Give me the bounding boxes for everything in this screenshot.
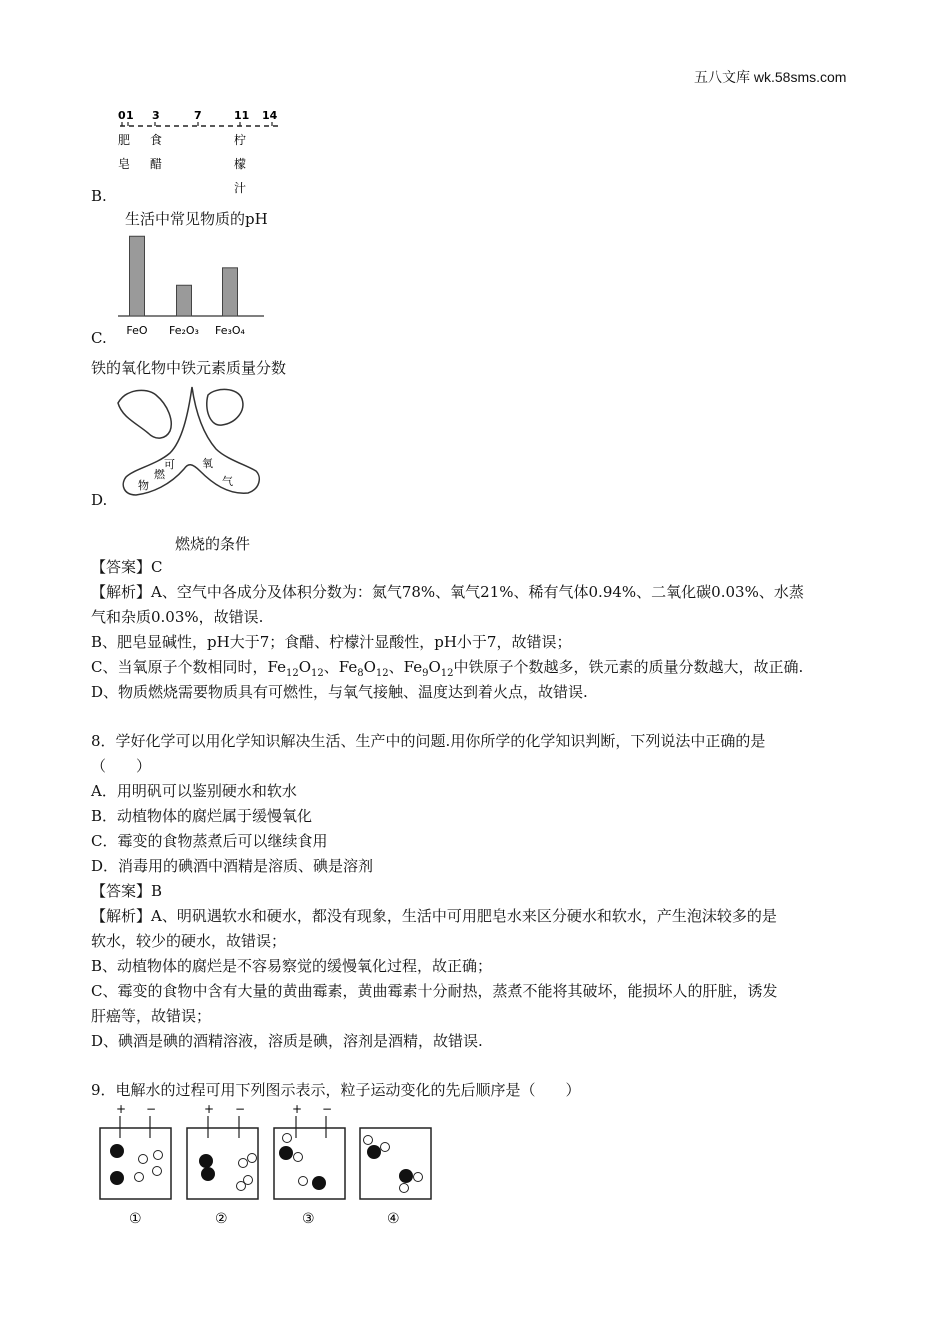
panel-2 [187,1102,258,1227]
substance-vinegar-char: 食 [150,133,163,147]
hydrogen-atom [381,1143,390,1152]
oxygen-atom [199,1154,213,1168]
tick-label: 11 [234,109,250,122]
q8-option-b: B．动植物体的腐烂属于缓慢氧化 [91,807,313,825]
minus-sign: − [235,1102,246,1116]
q8-analysis-line: 【解析】A、明矾遇软水和硬水，都没有现象，生活中可用肥皂水来区分硬水和软水，产生泡沫较多的是 [91,907,777,925]
panel-label: ① [129,1211,142,1227]
oxygen-atom [201,1167,215,1181]
hydrogen-atom [414,1173,423,1182]
fire-right-flame [207,389,243,425]
hydrogen-atom [299,1177,308,1186]
q7-analysis-line: 【解析】A、空气中各成分及体积分数为：氮气78%、氧气21%、稀有气体0.94%、二氧化碳0.03%、水蒸 [91,583,804,601]
oxygen-atom [312,1176,326,1190]
q8-analysis-line: 肝癌等，故错误； [91,1007,212,1025]
bar-category-label: FeO [126,324,148,337]
tick-label: 0 [118,109,126,122]
substance-lemon-char: 汁 [234,181,247,195]
substance-lemon-char: 檬 [234,157,247,171]
minus-sign: − [146,1102,157,1116]
bar-3 [223,268,238,316]
fire-left-flame [118,390,171,438]
substance-soap-char: 肥 [118,133,131,147]
label-char: 燃 [154,468,165,481]
tick-label: 7 [194,109,202,122]
bar-category-label: Fe₂O₃ [169,324,199,337]
panel-label: ② [215,1211,228,1227]
hydrogen-atom [154,1151,163,1160]
panel-3 [274,1102,345,1227]
tick-label: 3 [152,109,160,122]
ph-scale-figure [112,106,292,201]
q7-analysis-line: 气和杂质0.03%，故错误. [91,608,264,626]
oxygen-atom [279,1146,293,1160]
option-b-label: B. [91,187,107,205]
plus-sign: + [292,1102,303,1116]
substance-soap-char: 皂 [118,157,131,171]
q8-stem: 8．学好化学可以用化学知识解决生活、生产中的问题.用你所学的化学知识判断，下列说法中正确的是 [91,732,766,750]
hydrogen-atom [364,1136,373,1145]
hydrogen-atom [239,1159,248,1168]
label-char: 物 [138,479,149,492]
q8-analysis-line: 软水，较少的硬水，故错误； [91,932,287,950]
q7-analysis-line-c: C、当氧原子个数相同时，$Fe_{12}O_{12}$、$Fe_8O_{12}$、$Fe_9O_{12}$中铁原子个数越多，铁元素的质量分数越大，故正确. [91,658,804,679]
combustion-conditions-diagram [112,385,272,500]
hydrogen-atom [135,1173,144,1182]
option-c-caption: 铁的氧化物中铁元素质量分数 [91,359,287,377]
hydrogen-atom [294,1153,303,1162]
bar-1 [130,236,145,316]
hydrogen-atom [153,1167,162,1176]
panel-4 [360,1128,431,1227]
iron-oxide-bar-chart [112,230,272,342]
container [100,1128,171,1199]
label-char: 可 [164,458,175,471]
hydrogen-atom [244,1176,253,1185]
q7-analysis-line: D、物质燃烧需要物质具有可燃性，与氧气接触、温度达到着火点，故错误. [91,683,588,701]
bar-category-label: Fe₃O₄ [215,324,245,337]
hydrogen-atom [139,1155,148,1164]
hydrogen-atom [400,1184,409,1193]
oxygen-atom [110,1144,124,1158]
option-d-label: D. [91,491,108,509]
substance-lemon-char: 柠 [234,133,247,147]
substance-vinegar-char: 醋 [150,157,163,171]
q8-paren: （ ） [91,757,152,775]
q8-analysis-line: B、动植物体的腐烂是不容易察觉的缓慢氧化过程，故正确； [91,957,493,975]
bar-2 [177,285,192,316]
q8-option-c: C．霉变的食物蒸煮后可以继续食用 [91,832,328,850]
q8-analysis-line: D、碘酒是碘的酒精溶液，溶质是碘，溶剂是酒精，故错误. [91,1032,483,1050]
watermark: 五八文库 wk.58sms.com [694,69,847,85]
plus-sign: + [116,1102,127,1116]
q7-analysis-line: B、肥皂显碱性，pH大于7；食醋、柠檬汁显酸性，pH小于7，故错误； [91,633,572,651]
q8-option-a: A．用明矾可以鉴别硬水和软水 [91,782,297,800]
q8-analysis-line: C、霉变的食物中含有大量的黄曲霉素，黄曲霉素十分耐热，蒸煮不能将其破坏，能损坏人的肝脏，诱发 [91,982,778,1000]
oxygen-atom [399,1169,413,1183]
tick-label: 1 [126,109,134,122]
option-b-caption: 生活中常见物质的pH [125,210,268,228]
panel-label: ④ [387,1211,400,1227]
q7-answer: 【答案】C [91,558,163,576]
minus-sign: − [322,1102,333,1116]
option-c-label: C. [91,329,107,347]
hydrogen-atom [248,1154,257,1163]
label-char: 氧 [202,457,213,470]
panel-label: ③ [302,1211,315,1227]
panel-1 [100,1102,171,1227]
option-d-caption: 燃烧的条件 [175,535,251,553]
plus-sign: + [204,1102,215,1116]
q9-stem: 9．电解水的过程可用下列图示表示，粒子运动变化的先后顺序是（ ） [91,1081,581,1099]
electrolysis-panels-figure [96,1100,441,1230]
hydrogen-atom [283,1134,292,1143]
oxygen-atom [110,1171,124,1185]
tick-label: 14 [262,109,278,122]
label-char: 气 [222,475,233,488]
oxygen-atom [367,1145,381,1159]
q8-answer: 【答案】B [91,882,163,900]
q8-option-d: D．消毒用的碘酒中酒精是溶质、碘是溶剂 [91,857,374,875]
